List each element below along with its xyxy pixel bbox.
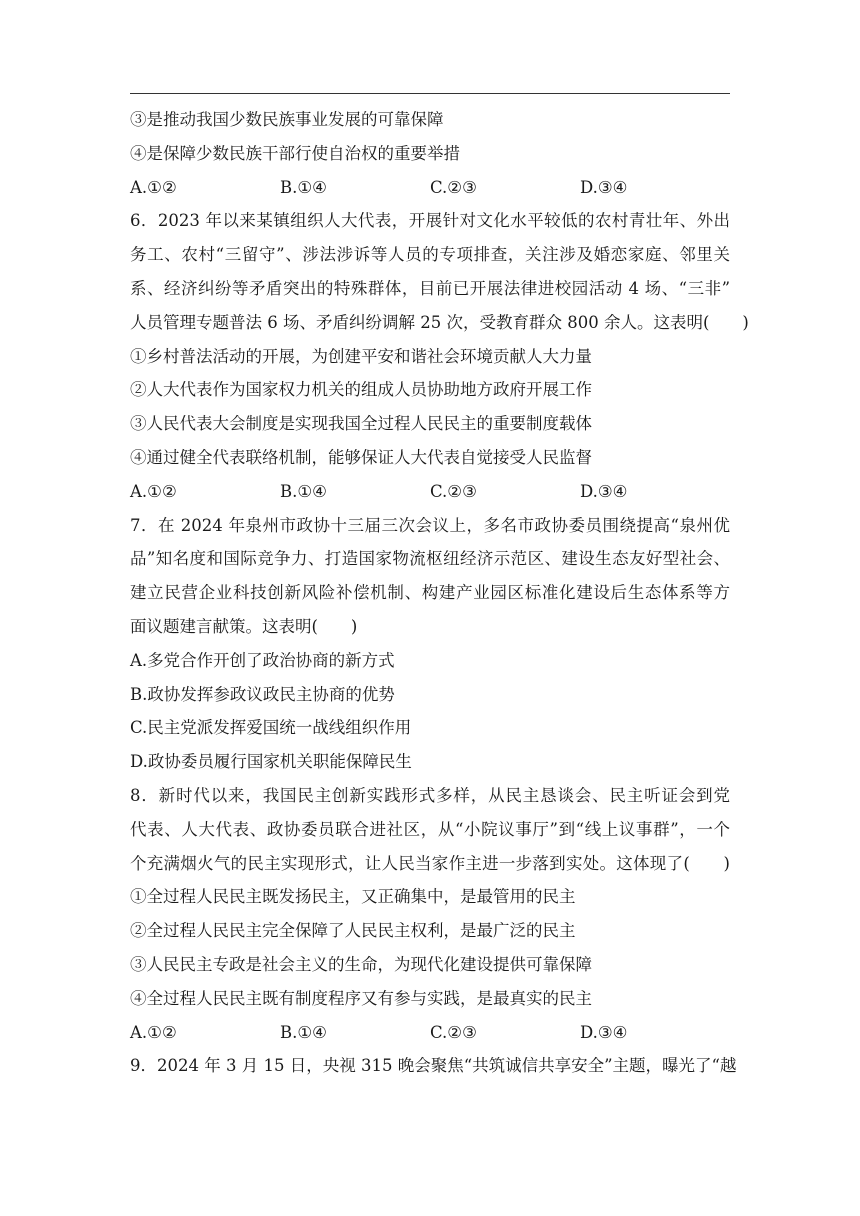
statement-item: ③人民代表大会制度是实现我国全过程人民民主的重要制度载体 (130, 414, 592, 434)
question-stem-line: 7．在 2024 年泉州市政协十三届三次会议上，多名市政协委员围绕提高“泉州优 (130, 515, 730, 535)
option-c: C.②③ (430, 1022, 477, 1042)
choice-a: A.多党合作开创了政治协商的新方式 (130, 650, 395, 670)
answer-options (130, 1016, 730, 1050)
option-d: D.③④ (580, 481, 628, 501)
option-c: C.②③ (430, 177, 477, 197)
statement-item: ②全过程人民民主完全保障了人民民主权利，是最广泛的民主 (130, 921, 576, 941)
question-stem-line: 6．2023 年以来某镇组织人大代表，开展针对文化水平较低的农村青壮年、外出 (130, 211, 730, 231)
question-stem-line: 面议题建言献策。这表明( ) (130, 616, 358, 636)
option-a: A.①② (130, 177, 177, 197)
question-stem-line: 务工、农村“三留守”、涉法涉诉等人员的专项排查，关注涉及婚恋家庭、邻里关 (130, 245, 730, 265)
question-stem-line: 人员管理专题普法 6 场、矛盾纠纷调解 25 次，受教育群众 800 余人。这表明( ) (130, 312, 749, 332)
question-9 (130, 1049, 737, 1083)
option-a: A.①② (130, 1022, 177, 1042)
statement-item: ②人大代表作为国家权力机关的组成人员协助地方政府开展工作 (130, 380, 592, 400)
statement-item: ③人民民主专政是社会主义的生命，为现代化建设提供可靠保障 (130, 954, 592, 974)
option-d: D.③④ (580, 1022, 628, 1042)
question-stem-line: 建立民营企业科技创新风险补偿机制、构建产业园区标准化建设后生态体系等方 (130, 583, 730, 603)
answer-options (130, 171, 730, 205)
choice-d: D.政协委员履行国家机关职能保障民生 (130, 752, 412, 772)
question-7 (130, 509, 730, 779)
statement-item: ④全过程人民民主既有制度程序又有参与实践，是最真实的民主 (130, 988, 592, 1008)
question-stem-line: 系、经济纠纷等矛盾突出的特殊群体，目前已开展法律进校园活动 4 场、“三非” (130, 278, 730, 298)
question-8 (130, 779, 730, 1049)
question-stem-line: 代表、人大代表、政协委员联合进社区，从“小院议事厅”到“线上议事群”，一个 (130, 819, 730, 839)
header-rule (130, 93, 730, 94)
choice-c: C.民主党派发挥爱国统一战线组织作用 (130, 718, 412, 738)
option-d: D.③④ (580, 177, 628, 197)
statement-item: ④通过健全代表联络机制，能够保证人大代表自觉接受人民监督 (130, 447, 592, 467)
question-stem-line: 品”知名度和国际竞争力、打造国家物流枢纽经济示范区、建设生态友好型社会、 (130, 549, 730, 569)
continued-question (130, 103, 730, 204)
statement-item: ④是保障少数民族干部行使自治权的重要举措 (130, 143, 460, 163)
question-6 (130, 204, 749, 508)
statement-item: ③是推动我国少数民族事业发展的可靠保障 (130, 110, 444, 129)
choice-b: B.政协发挥参政议政民主协商的优势 (130, 684, 395, 704)
statement-item: ①乡村普法活动的开展，为创建平安和谐社会环境贡献人大力量 (130, 346, 592, 366)
option-c: C.②③ (430, 481, 477, 501)
option-b: B.①④ (280, 177, 327, 197)
option-a: A.①② (130, 481, 177, 501)
exam-page (130, 103, 749, 1083)
option-b: B.①④ (280, 1022, 327, 1042)
option-b: B.①④ (280, 481, 327, 501)
statement-item: ①全过程人民民主既发扬民主，又正确集中，是最管用的民主 (130, 887, 576, 907)
question-stem-line: 9．2024 年 3 月 15 日，央视 315 晚会聚焦“共筑诚信共享安全”主题，曝光了“越 (130, 1056, 737, 1076)
question-stem-line: 8．新时代以来，我国民主创新实践形式多样，从民主恳谈会、民主听证会到党 (130, 785, 730, 805)
question-stem-line: 个充满烟火气的民主实现形式，让人民当家作主进一步落到实处。这体现了( ) (130, 853, 730, 873)
answer-options (130, 475, 730, 509)
